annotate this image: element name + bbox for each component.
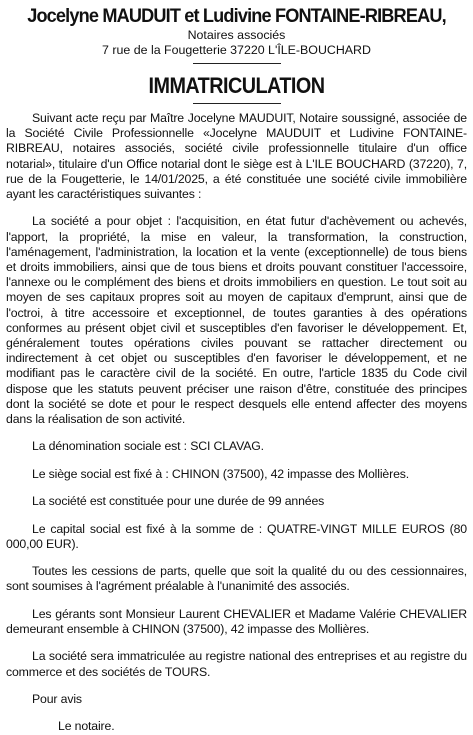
notary-address: 7 rue de la Fougetterie 37220 L'ÎLE-BOUCHARD <box>102 43 371 57</box>
signoff-pour-avis: Pour avis <box>32 691 82 706</box>
title-divider <box>193 103 281 104</box>
notary-names: Jocelyne MAUDUIT et Ludivine FONTAINE-RIBREAU, <box>27 5 446 27</box>
paragraph-managers: Les gérants sont Monsieur Laurent CHEVALIER et Madame Valérie CHEVALIER demeurant ensemble à CHINON (37500), 42 impasse des Mollières. <box>6 606 467 636</box>
signoff-notaire: Le notaire. <box>58 719 115 734</box>
paragraph-transfers: Toutes les cessions de parts, quelle que soit la qualité du ou des cessionnaires, sont soumises à l'agrément préalable à l'unanimité des associés. <box>6 564 467 594</box>
notary-role: Notaires associés <box>187 28 286 42</box>
paragraph-name: La dénomination sociale est : SCI CLAVAG. <box>32 439 264 454</box>
paragraph-duration: La société est constituée pour une durée de 99 années <box>32 494 325 509</box>
paragraph-object: La société a pour objet : l'acquisition, en état futur d'achèvement ou achevés, l'apport, la propriété, la mise en valeur, la transformation, la construction, l'aménagement, l'administration, la location et la vente (exceptionnelle) de tous biens et droits immobiliers, ainsi que de tous biens et droits pouvant constituer l'accessoire, l'annexe ou le complément des biens et droits immobiliers en question. Le tout soit au moyen de ses capitaux propres soit au moyen de capitaux d'emprunt, ainsi que de l'octroi, à titre accessoire et exceptionnel, de toutes garanties à des opérations conformes au présent objet civil et susceptibles d'en favoriser le développement. Et, généralement toutes opérations civiles pouvant se rattacher directement ou indirectement à cet objet ou susceptibles d'en favoriser le développement, et ne modifiant pas le caractère civil de la société. En outre, l'article 1835 du Code civil dispose que les statuts peuvent préciser une raison d'être, constituée des principes dont la société se dote et pour le respect desquels elle entend affecter des moyens dans la réalisation de son activité. <box>6 214 467 427</box>
notice-body <box>6 111 467 735</box>
paragraph-capital: Le capital social est fixé à la somme de : QUATRE-VINGT MILLE EUROS (80 000,00 EUR). <box>6 521 467 551</box>
header-divider <box>193 63 281 64</box>
notice-title: IMMATRICULATION <box>148 73 325 98</box>
paragraph-registration: La société sera immatriculée au registre national des entreprises et au registre du commerce et des sociétés de TOURS. <box>6 649 467 679</box>
paragraph-seat: Le siège social est fixé à : CHINON (37500), 42 impasse des Mollières. <box>32 466 410 481</box>
paragraph-deed: Suivant acte reçu par Maître Jocelyne MAUDUIT, Notaire soussigné, associée de la Société Civile Professionnelle «Jocelyne MAUDUIT et Ludivine FONTAINE-RIBREAU, notaires associés, société civile professionnelle titulaire d'un office notarial», titulaire d'un Office notarial dont le siège est à L'ILE BOUCHARD (37220), 7, rue de la Fougetterie, le 14/01/2025, a été constituée une société civile immobilière ayant les caractéristiques suivantes : <box>6 111 467 202</box>
